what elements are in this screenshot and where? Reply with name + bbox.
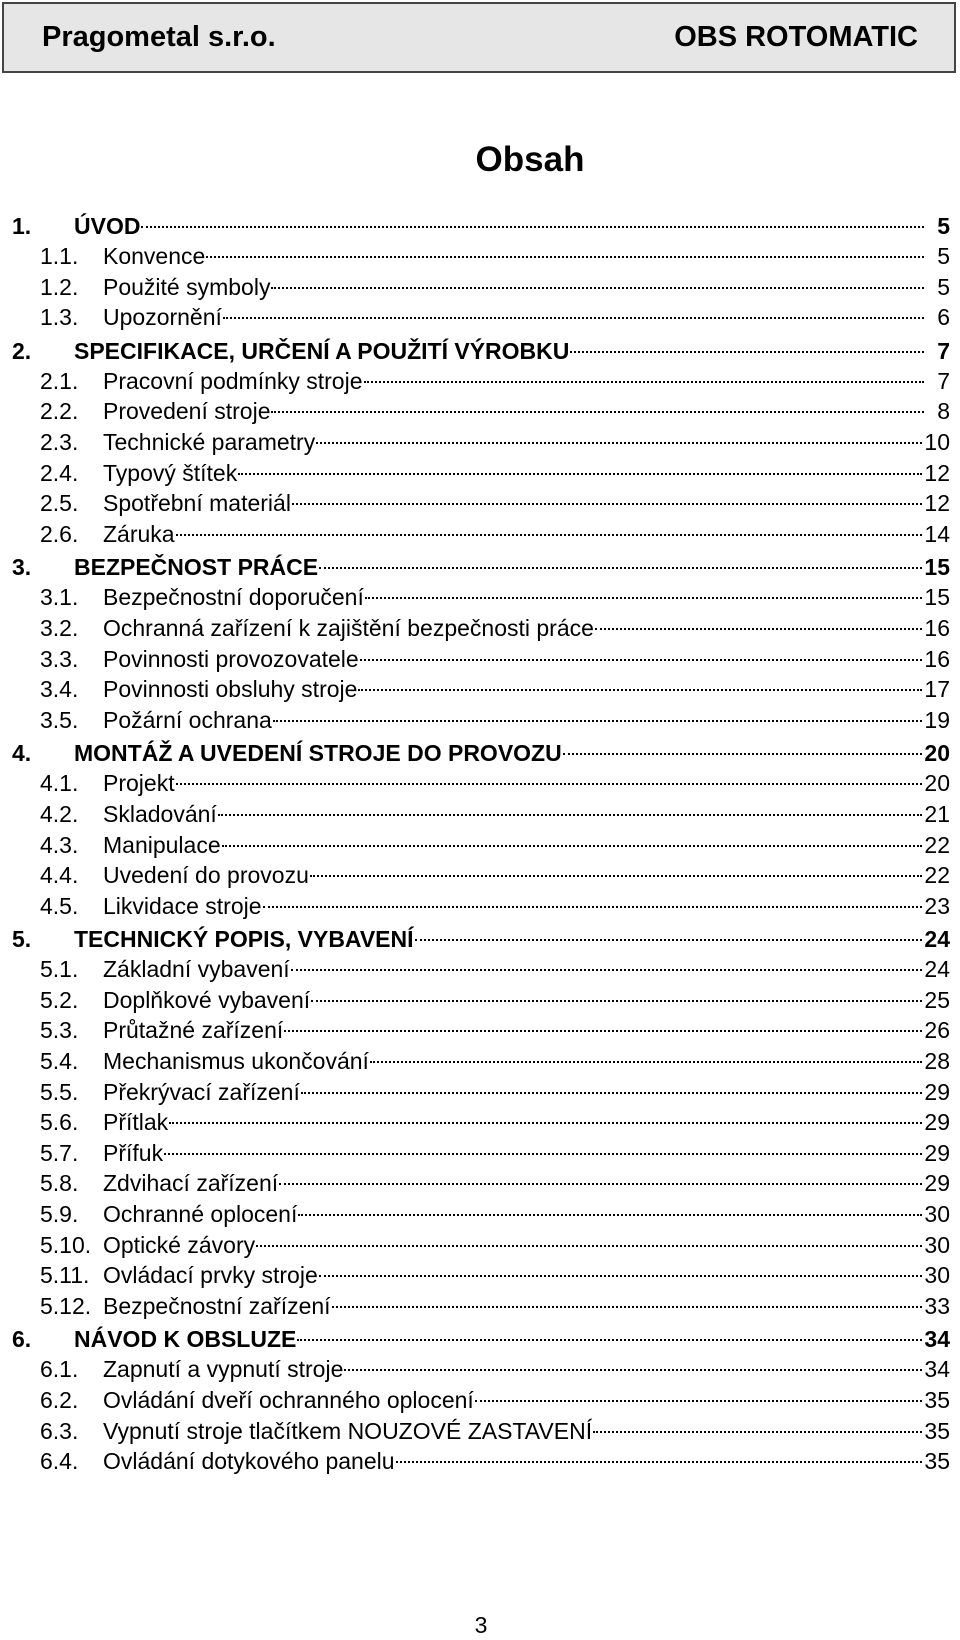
toc-entry-number: 5. [12,926,32,953]
toc-entry[interactable] [12,768,950,799]
toc-entry-page: 34 [924,1326,950,1353]
toc-entry[interactable] [12,208,950,241]
toc-entry-label: Bezpečnostní zařízení [103,1292,331,1319]
toc-dot-leader [475,1400,923,1402]
toc-entry-number: 1.3. [40,304,79,331]
toc-entry[interactable] [12,1077,950,1108]
toc-entry[interactable] [12,427,950,458]
toc-entry-page: 29 [924,1109,950,1136]
toc-dot-leader [271,411,924,413]
toc-entry[interactable] [12,1199,950,1230]
toc-entry-number: 2.2. [40,398,79,425]
toc-entry-page: 26 [924,1017,950,1044]
toc-entry-page: 5 [937,243,950,269]
toc-dot-leader [358,689,922,691]
toc-entry-number: 6. [12,1326,32,1353]
toc-entry-label: Upozornění [103,304,222,331]
toc-entry-page: 24 [924,926,950,953]
company-name: Pragometal s.r.o. [42,21,276,53]
toc-dot-leader [238,473,922,475]
toc-dot-leader [223,317,924,319]
toc-entry-label: Požární ochrana [103,706,272,733]
toc-entry[interactable] [12,1385,950,1416]
toc-entry-number: 2. [12,337,32,364]
toc-entry-label: Přítlak [103,1109,169,1136]
page-footer [0,1612,960,1639]
toc-entry-page: 14 [924,520,950,547]
toc-entry-number: 5.7. [40,1139,79,1166]
toc-dot-leader [298,1214,922,1216]
toc-entry-number: 5.3. [40,1017,79,1044]
toc-dot-leader [176,534,923,536]
toc-entry-page: 12 [924,459,950,486]
toc-entry[interactable] [12,1230,950,1261]
toc-entry-number: 6.3. [40,1417,79,1444]
toc-entry-page: 20 [924,770,950,797]
page-header [2,2,956,73]
toc-entry-page: 23 [924,892,950,919]
toc-entry[interactable] [12,705,950,736]
toc-entry[interactable] [12,830,950,861]
toc-entry[interactable] [12,921,950,954]
toc-dot-leader [141,226,924,228]
toc-entry[interactable] [12,582,950,613]
toc-dot-leader [222,845,923,847]
toc-entry-number: 3.1. [40,584,79,611]
toc-entry-page: 5 [937,213,950,239]
toc-entry-label: Bezpečnostní doporučení [103,584,364,611]
toc-entry-page: 5 [937,273,950,300]
toc-dot-leader [593,1431,922,1433]
toc-entry-number: 2.6. [40,520,79,547]
toc-entry-number: 3.2. [40,614,79,641]
toc-entry[interactable] [12,519,950,550]
toc-entry-number: 2.4. [40,459,79,486]
toc-entry-number: 5.10. [40,1231,92,1258]
toc-entry-number: 3.4. [40,676,79,703]
page-title: Obsah [475,140,585,179]
toc-dot-leader [206,256,924,258]
toc-entry-page: 10 [924,428,950,455]
toc-entry-label: Ovládací prvky stroje [103,1262,318,1289]
toc-entry[interactable] [12,1260,950,1291]
toc-entry-number: 3.5. [40,706,79,733]
toc-entry[interactable] [12,985,950,1016]
toc-entry[interactable] [12,241,950,272]
toc-entry-label: Manipulace [103,831,221,858]
toc-entry[interactable] [12,333,950,366]
toc-entry-label: NÁVOD K OBSLUZE [74,1326,297,1353]
toc-dot-leader [301,1092,923,1094]
toc-entry[interactable] [12,1291,950,1322]
toc-dot-leader [263,906,923,908]
page-number: 3 [474,1612,488,1638]
toc-entry[interactable] [12,1354,950,1385]
toc-dot-leader [332,1306,923,1308]
toc-entry-number: 5.4. [40,1048,79,1075]
toc-entry-page: 35 [924,1448,950,1475]
toc-entry-label: Ochranná zařízení k zajištění bezpečnosti práce [103,614,594,641]
toc-entry-page: 35 [924,1417,950,1444]
toc-entry-number: 3. [12,554,32,581]
toc-entry-page: 19 [924,706,950,733]
toc-entry-label: Projekt [103,770,175,797]
toc-entry-number: 5.1. [40,956,79,983]
toc-entry[interactable] [12,891,950,922]
toc-entry[interactable] [12,1168,950,1199]
toc-dot-leader [164,1153,922,1155]
toc-entry-page: 25 [924,986,950,1013]
toc-dot-leader [370,1061,922,1063]
toc-entry-number: 2.5. [40,490,79,517]
toc-entry[interactable] [12,458,950,489]
toc-entry-label: Doplňkové vybavení [103,986,311,1013]
toc-entry-number: 5.5. [40,1078,79,1105]
toc-entry-page: 7 [937,367,950,394]
toc-entry-number: 5.11. [40,1262,90,1289]
toc-entry[interactable] [12,396,950,427]
toc-entry[interactable] [12,272,950,303]
toc-entry-label: Povinnosti obsluhy stroje [103,676,358,703]
toc-dot-leader [316,442,922,444]
toc-entry-label: TECHNICKÝ POPIS, VYBAVENÍ [74,926,414,953]
toc-entry-label: Ovládání dveří ochranného oplocení [103,1387,474,1413]
toc-entry-page: 33 [924,1292,950,1319]
toc-entry-number: 1.2. [40,273,79,300]
toc-entry-label: Přífuk [103,1139,164,1166]
toc-entry-page: 6 [937,304,950,331]
toc-entry[interactable] [12,644,950,675]
toc-entry-label: Povinnosti provozovatele [103,645,359,672]
toc-entry-page: 22 [924,862,950,889]
toc-entry-label: Ochranné oplocení [103,1201,298,1228]
toc-entry-number: 5.9. [40,1201,79,1228]
toc-entry-page: 35 [924,1387,950,1413]
toc-entry-page: 30 [924,1262,950,1289]
toc-entry-page: 34 [924,1356,950,1383]
toc-entry-page: 21 [924,800,950,827]
toc-entry-page: 29 [924,1078,950,1105]
toc-entry-label: Uvedení do provozu [103,862,309,889]
toc-entry-label: Použité symboly [103,273,271,300]
toc-entry-number: 5.2. [40,986,79,1013]
toc-entry-number: 2.3. [40,428,79,455]
toc-entry-number: 4. [12,740,32,767]
toc-dot-leader [563,753,923,755]
toc-entry-label: Mechanismus ukončování [103,1048,369,1075]
toc-entry-page: 15 [924,584,950,611]
toc-entry-number: 2.1. [40,367,79,394]
toc-entry-page: 30 [924,1231,950,1258]
toc-dot-leader [169,1122,922,1124]
toc-entry-label: Skladování [103,800,217,827]
toc-entry[interactable] [12,1321,950,1354]
toc-entry-label: Zdvihací zařízení [103,1170,279,1197]
toc-entry-label: Základní vybavení [103,956,290,983]
toc-dot-leader [284,1030,922,1032]
toc-entry-label: Konvence [103,243,206,269]
toc-entry[interactable] [12,1107,950,1138]
toc-dot-leader [415,939,923,941]
toc-dot-leader [292,503,922,505]
toc-dot-leader [365,597,923,599]
toc-entry-label: Spotřební materiál [103,490,291,517]
toc-entry[interactable] [12,1015,950,1046]
toc-dot-leader [570,351,924,353]
toc-entry-page: 12 [924,490,950,517]
toc-dot-leader [176,783,923,785]
toc-entry[interactable] [12,1446,950,1477]
toc-entry-page: 28 [924,1048,950,1075]
toc-dot-leader [396,1461,923,1463]
toc-entry-label: SPECIFIKACE, URČENÍ A POUŽITÍ VÝROBKU [74,337,570,364]
toc-entry-number: 4.2. [40,800,79,827]
toc-entry-number: 6.2. [40,1387,79,1413]
toc-dot-leader [256,1245,922,1247]
toc-entry[interactable] [12,366,950,397]
toc-entry[interactable] [12,735,950,768]
toc-entry[interactable] [12,1138,950,1169]
toc-entry-number: 6.1. [40,1356,79,1383]
toc-entry-label: Ovládání dotykového panelu [103,1448,395,1475]
toc-entry-label: Pracovní podmínky stroje [103,367,363,394]
toc-dot-leader [364,381,924,383]
toc-entry-number: 4.1. [40,770,79,797]
toc-entry-label: BEZPEČNOST PRÁCE [74,554,319,581]
toc-entry-label: ÚVOD [74,213,141,239]
toc-entry-page: 15 [924,554,950,581]
toc-entry-page: 29 [924,1139,950,1166]
toc-dot-leader [273,720,923,722]
toc-entry-page: 24 [924,956,950,983]
toc-entry[interactable] [12,549,950,582]
toc-entry-number: 3.3. [40,645,79,672]
toc-entry-page: 29 [924,1170,950,1197]
toc-entry-page: 8 [937,398,950,425]
toc-entry-page: 16 [924,614,950,641]
toc-dot-leader [360,659,923,661]
toc-entry-label: MONTÁŽ A UVEDENÍ STROJE DO PROVOZU [74,740,562,767]
toc-entry-number: 6.4. [40,1448,79,1475]
toc-dot-leader [319,567,922,569]
toc-entry-page: 22 [924,831,950,858]
toc-entry-page: 16 [924,645,950,672]
toc-entry-number: 5.6. [40,1109,79,1136]
toc-entry-label: Vypnutí stroje tlačítkem NOUZOVÉ ZASTAVENÍ [103,1417,593,1444]
toc-dot-leader [311,1000,922,1002]
toc-entry[interactable] [12,302,950,333]
toc-entry-page: 7 [937,337,950,364]
toc-dot-leader [319,1275,923,1277]
toc-dot-leader [218,814,923,816]
toc-dot-leader [297,1339,922,1341]
toc-entry-label: Překrývací zařízení [103,1078,300,1105]
toc-dot-leader [310,875,923,877]
toc-entry-number: 1. [12,213,32,239]
toc-entry-number: 4.3. [40,831,79,858]
toc-entry-number: 4.4. [40,862,79,889]
toc-entry-number: 4.5. [40,892,79,919]
toc-entry-label: Typový štítek [103,459,238,486]
toc-entry[interactable] [12,674,950,705]
toc-dot-leader [344,1369,922,1371]
toc-dot-leader [279,1183,922,1185]
toc-entry-page: 30 [924,1201,950,1228]
toc-entry-number: 5.8. [40,1170,79,1197]
toc-entry-label: Záruka [103,520,175,547]
toc-entry[interactable] [12,1046,950,1077]
toc-entry-page: 17 [924,676,950,703]
toc-dot-leader [271,287,924,289]
toc-entry[interactable] [12,799,950,830]
toc-entry-label: Průtažné zařízení [103,1017,284,1044]
toc-entry[interactable] [12,860,950,891]
toc-dot-leader [291,969,923,971]
table-of-contents [12,208,950,1477]
toc-entry-label: Zapnutí a vypnutí stroje [103,1356,344,1383]
toc-entry[interactable] [12,613,950,644]
toc-entry-label: Provedení stroje [103,398,271,425]
product-name: OBS ROTOMATIC [674,21,918,53]
toc-entry-number: 5.12. [40,1292,92,1319]
toc-entry-number: 1.1. [40,243,79,269]
toc-entry[interactable] [12,954,950,985]
toc-dot-leader [595,628,922,630]
toc-entry[interactable] [12,488,950,519]
toc-entry-label: Likvidace stroje [103,892,262,919]
toc-entry[interactable] [12,1416,950,1447]
toc-entry-label: Technické parametry [103,428,316,455]
toc-entry-page: 20 [924,740,950,767]
toc-entry-label: Optické závory [103,1231,256,1258]
